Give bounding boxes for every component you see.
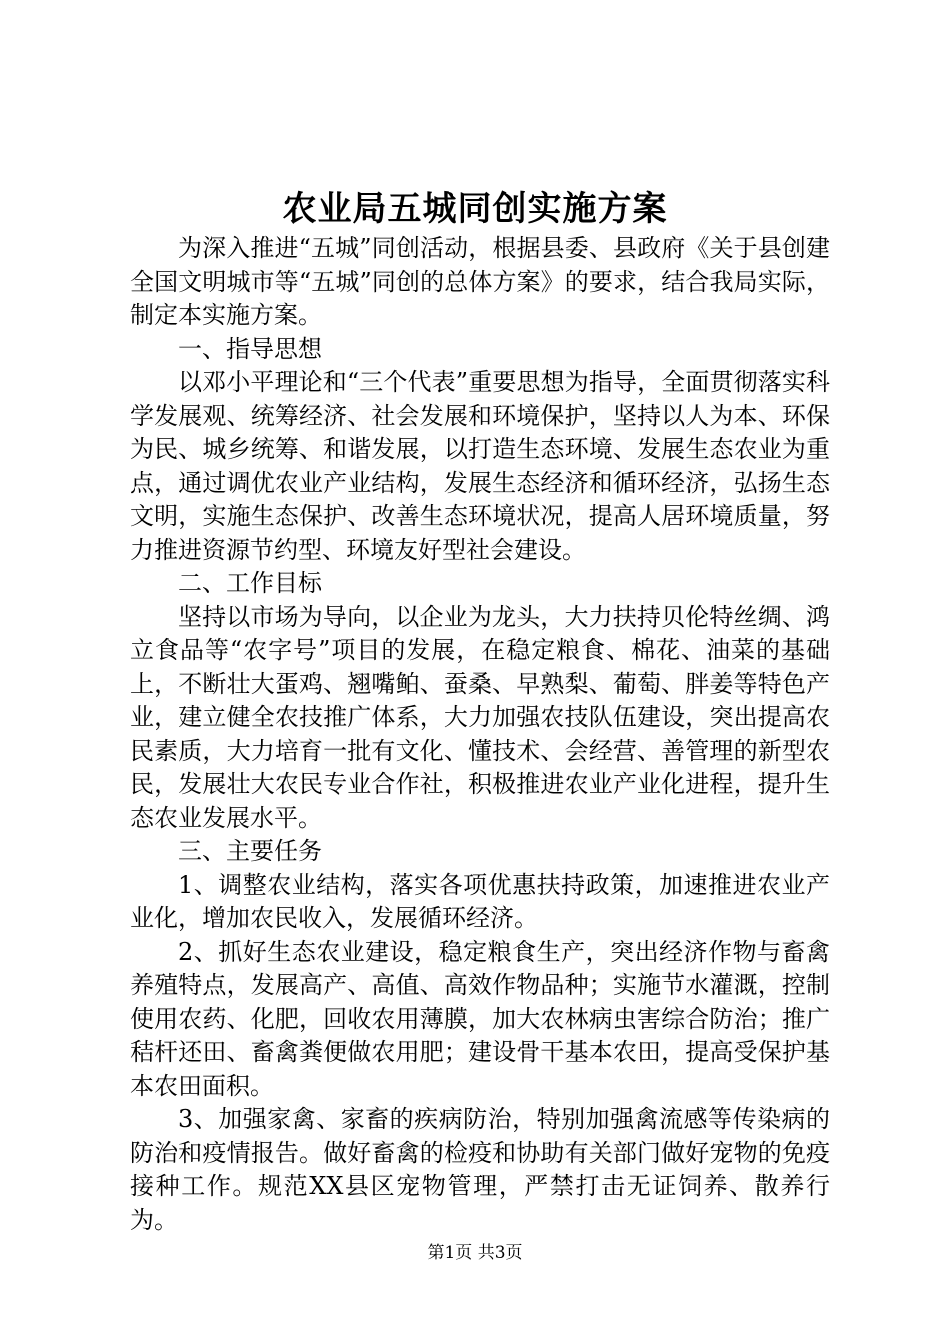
page-footer: 第1页 共3页 (427, 1243, 523, 1263)
task-item-3: 3、加强家禽、家畜的疾病防治，特别加强禽流感等传染病的防治和疫情报告。做好畜禽的检疫和协助有关部门做好宠物的免疫接种工作。规范XX县区宠物管理，严禁打击无证饲养、散养行为。 (130, 1105, 830, 1234)
section-heading-work-goals: 二、工作目标 (178, 569, 322, 597)
document-title: 农业局五城同创实施方案 (282, 189, 668, 229)
document-body (130, 232, 830, 1237)
task-item-1: 1、调整农业结构，落实各项优惠扶持政策，加速推进农业产业化，增加农民收入，发展循环经济。 (130, 870, 830, 932)
intro-paragraph: 为深入推进“五城”同创活动，根据县委、县政府《关于县创建全国文明城市等“五城”同创的总体方案》的要求，结合我局实际，制定本实施方案。 (130, 234, 830, 329)
section-heading-main-tasks: 三、主要任务 (178, 837, 322, 865)
task-item-2: 2、抓好生态农业建设，稳定粮食生产，突出经济作物与畜禽养殖特点，发展高产、高值、高效作物品种；实施节水灌溉，控制使用农药、化肥，回收农用薄膜，加大农林病虫害综合防治；推广秸杆还田、畜禽粪便做农用肥；建设骨干基本农田，提高受保护基本农田面积。 (130, 937, 830, 1100)
work-goals-paragraph: 坚持以市场为导向，以企业为龙头，大力扶持贝伦特丝绸、鸿立食品等“农字号”项目的发展，在稳定粮食、棉花、油菜的基础上，不断壮大蛋鸡、翘嘴鲌、蚕桑、早熟梨、葡萄、胖姜等特色产业，建立健全农技推广体系，大力加强农技队伍建设，突出提高农民素质，大力培育一批有文化、懂技术、会经营、善管理的新型农民，发展壮大农民专业合作社，积极推进农业产业化进程，提升生态农业发展水平。 (130, 602, 830, 832)
section-heading-guiding-ideology: 一、指导思想 (178, 334, 322, 363)
guiding-ideology-paragraph: 以邓小平理论和“三个代表”重要思想为指导，全面贯彻落实科学发展观、统筹经济、社会发展和环境保护，坚持以人为本、环保为民、城乡统筹、和谐发展，以打造生态环境、发展生态农业为重点，通过调优农业产业结构，发展生态经济和循环经济，弘扬生态文明，实施生态保护、改善生态环境状况，提高人居环境质量，努力推进资源节约型、环境友好型社会建设。 (130, 368, 830, 564)
